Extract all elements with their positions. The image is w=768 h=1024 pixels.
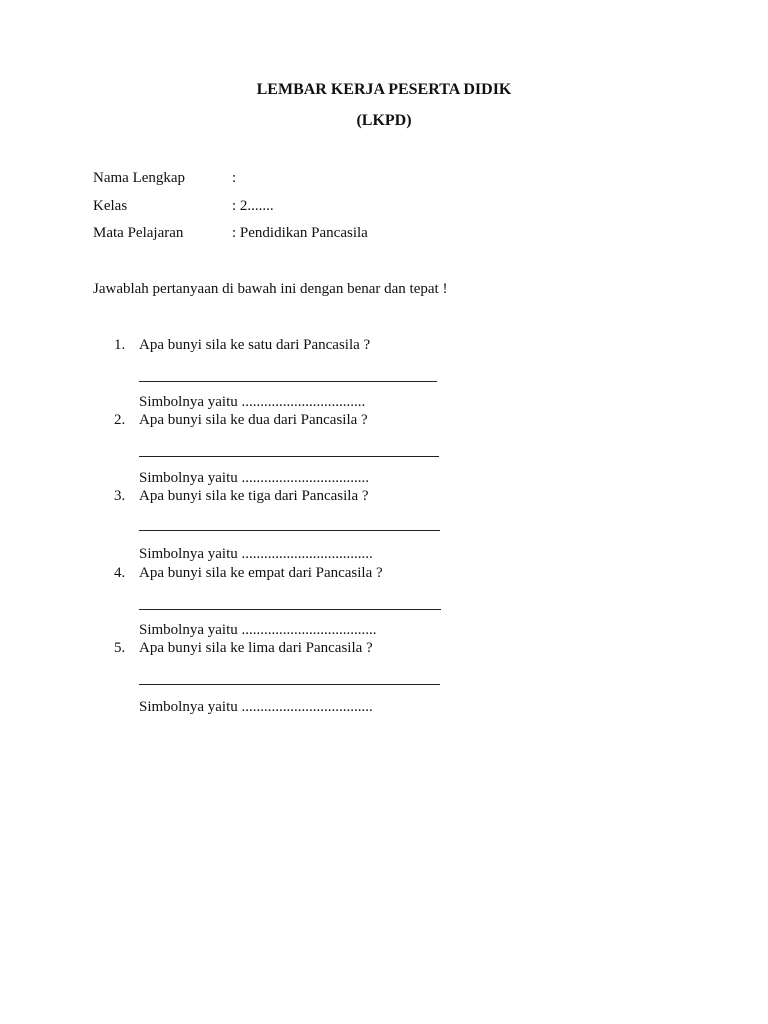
- question-number: 5.: [114, 640, 126, 656]
- document-subtitle: (LKPD): [356, 112, 412, 129]
- field-label-class: Kelas: [93, 198, 128, 214]
- symbol-line-4: Simbolnya yaitu ....................................: [139, 622, 377, 638]
- question-text: Apa bunyi sila ke satu dari Pancasila ?: [139, 337, 371, 353]
- field-label-name: Nama Lengkap: [93, 170, 186, 186]
- question-text: Apa bunyi sila ke lima dari Pancasila ?: [139, 640, 373, 656]
- document-title: LEMBAR KERJA PESERTA DIDIK: [256, 81, 512, 98]
- answer-line-1[interactable]: [139, 381, 437, 382]
- symbol-line-5: Simbolnya yaitu ...................................: [139, 699, 373, 715]
- field-value-class: : 2.......: [232, 198, 274, 214]
- field-label-subject: Mata Pelajaran: [93, 225, 184, 241]
- question-number: 4.: [114, 565, 126, 581]
- answer-line-5[interactable]: [139, 684, 440, 685]
- question-number: 3.: [114, 488, 126, 504]
- field-row-subject: [93, 223, 368, 243]
- answer-line-2[interactable]: [139, 456, 439, 457]
- symbol-line-3: Simbolnya yaitu ...................................: [139, 546, 373, 562]
- field-value-subject: : Pendidikan Pancasila: [232, 225, 368, 241]
- field-value-name: :: [232, 170, 237, 186]
- field-row-class: [93, 196, 274, 216]
- question-number: 2.: [114, 412, 126, 428]
- answer-line-4[interactable]: [139, 609, 441, 610]
- question-text: Apa bunyi sila ke tiga dari Pancasila ?: [139, 488, 369, 504]
- question-number: 1.: [114, 337, 126, 353]
- answer-line-3[interactable]: [139, 530, 440, 531]
- question-text: Apa bunyi sila ke empat dari Pancasila ?: [139, 565, 383, 581]
- field-row-name: [93, 168, 236, 188]
- symbol-line-2: Simbolnya yaitu ..................................: [139, 470, 369, 486]
- symbol-line-1: Simbolnya yaitu .................................: [139, 394, 366, 410]
- instruction-text: Jawablah pertanyaan di bawah ini dengan benar dan tepat !: [93, 281, 448, 297]
- question-text: Apa bunyi sila ke dua dari Pancasila ?: [139, 412, 368, 428]
